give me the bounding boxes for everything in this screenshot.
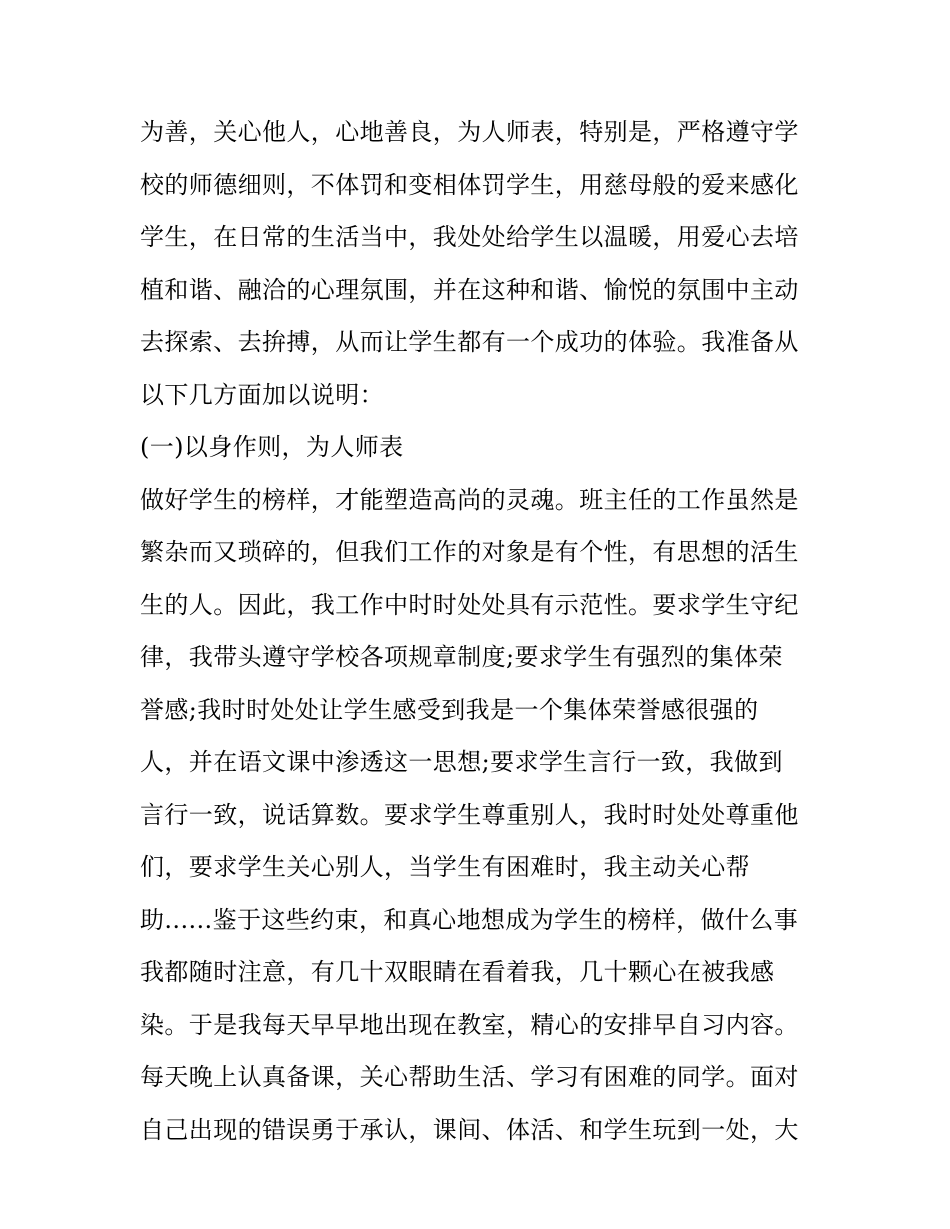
text-line: 去探索、去拚搏，从而让学生都有一个成功的体验。我准备从 <box>140 328 799 356</box>
text-line: 我都随时注意，有几十双眼睛在看着我，几十颗心在被我感 <box>140 958 775 986</box>
text-line: 为善，关心他人，心地善良，为人师表，特别是，严格遵守学 <box>140 118 799 146</box>
text-line: 生的人。因此，我工作中时时处处具有示范性。要求学生守纪 <box>140 590 799 619</box>
section-heading: (一)以身作则，为人师表 <box>140 433 404 461</box>
text-line: 助......鉴于这些约束，和真心地想成为学生的榜样，做什么事 <box>140 905 799 934</box>
text-line: 言行一致，说话算数。要求学生尊重别人，我时时处处尊重他 <box>140 800 799 829</box>
text-line: 做好学生的榜样，才能塑造高尚的灵魂。班主任的工作虽然是 <box>140 485 799 514</box>
text-line: 染。于是我每天早早地出现在教室，精心的安排早自习内容。 <box>140 1010 799 1039</box>
text-line: 每天晚上认真备课，关心帮助生活、学习有困难的同学。面对 <box>140 1063 799 1091</box>
text-line: 自己出现的错误勇于承认，课间、体活、和学生玩到一处，大 <box>140 1115 799 1144</box>
text-line: 植和谐、融洽的心理氛围，并在这种和谐、愉悦的氛围中主动 <box>140 275 799 304</box>
text-line: 们，要求学生关心别人，当学生有困难时，我主动关心帮 <box>140 853 750 881</box>
text-line: 校的师德细则，不体罚和变相体罚学生，用慈母般的爱来感化 <box>140 170 799 199</box>
text-line: 人，并在语文课中渗透这一思想;要求学生言行一致，我做到 <box>140 748 783 776</box>
document-body <box>140 106 820 1156</box>
text-line: 繁杂而又琐碎的，但我们工作的对象是有个性，有思想的活生 <box>140 538 799 566</box>
text-line: 誉感;我时时处处让学生感受到我是一个集体荣誉感很强的 <box>140 695 759 724</box>
text-line: 以下几方面加以说明： <box>140 380 384 409</box>
text-line: 学生，在日常的生活当中，我处处给学生以温暖，用爱心去培 <box>140 223 799 251</box>
text-line: 律，我带头遵守学校各项规章制度;要求学生有强烈的集体荣 <box>140 643 783 671</box>
